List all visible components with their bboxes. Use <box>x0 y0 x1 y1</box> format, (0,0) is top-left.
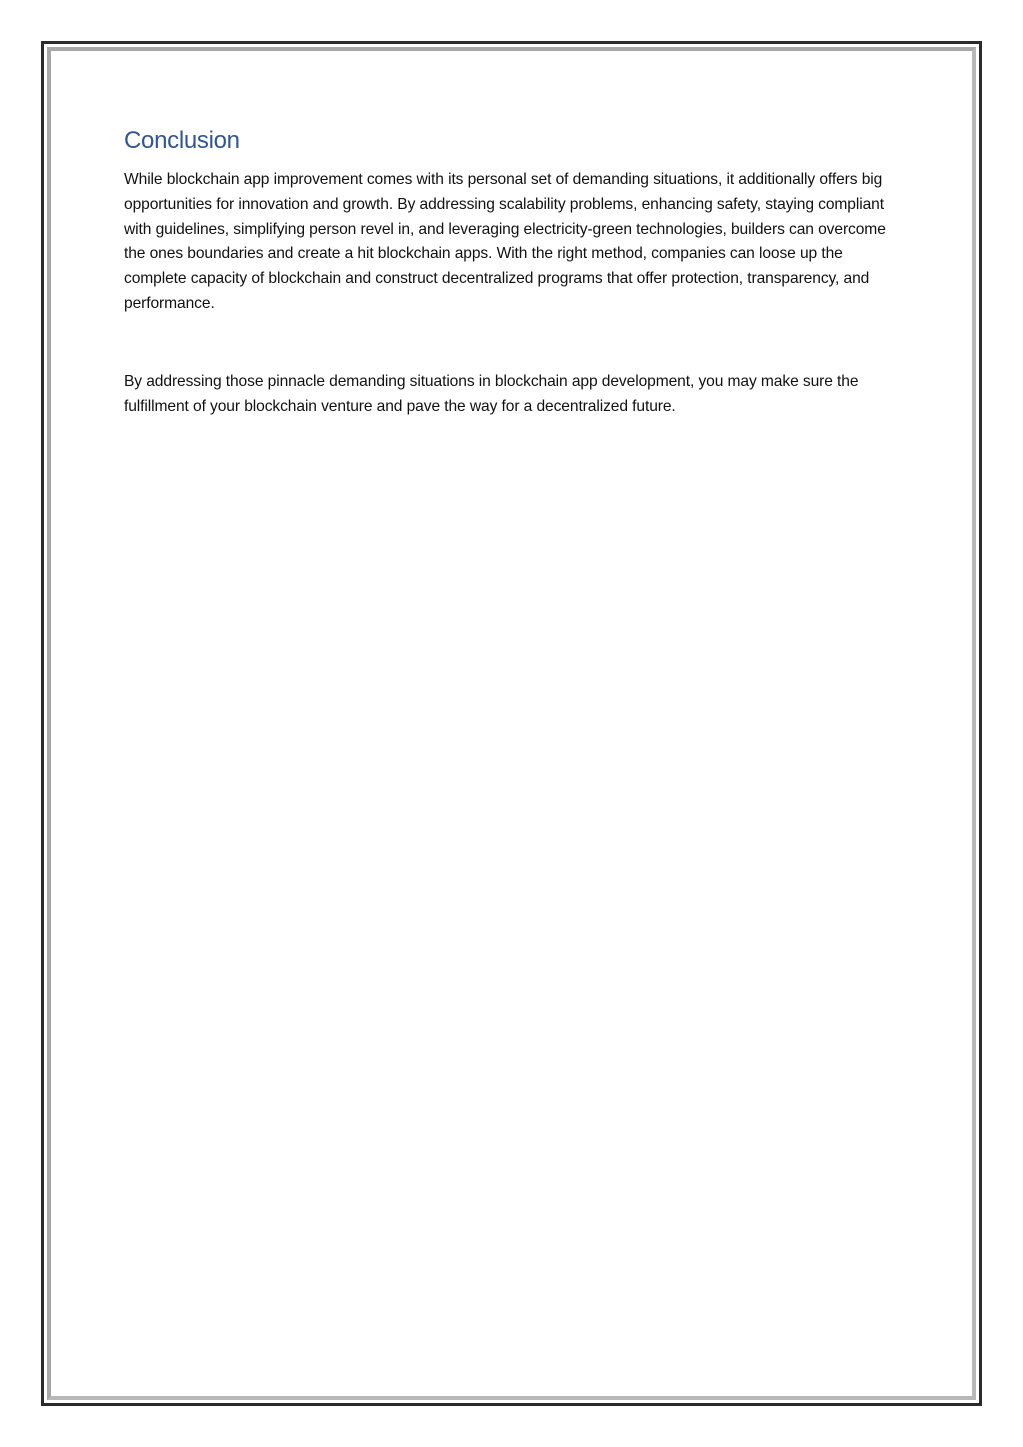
section-heading: Conclusion <box>124 127 240 154</box>
paragraph-conclusion: While blockchain app improvement comes with its personal set of demanding situations, it additionally offers big opportunities for innovation and growth. By addressing scalability problems, enhancing safety, staying compliant with guidelines, simplifying person revel in, and leveraging electricity-green technologies, builders can overcome the ones boundaries and create a hit blockchain apps. With the right method, companies can loose up the complete capacity of blockchain and construct decentralized programs that offer protection, transparency, and performance. <box>124 171 886 312</box>
document-body <box>124 124 894 419</box>
paragraph-closing: By addressing those pinnacle demanding situations in blockchain app development, you may make sure the fulfillment of your blockchain venture and pave the way for a decentralized future. <box>124 372 859 415</box>
